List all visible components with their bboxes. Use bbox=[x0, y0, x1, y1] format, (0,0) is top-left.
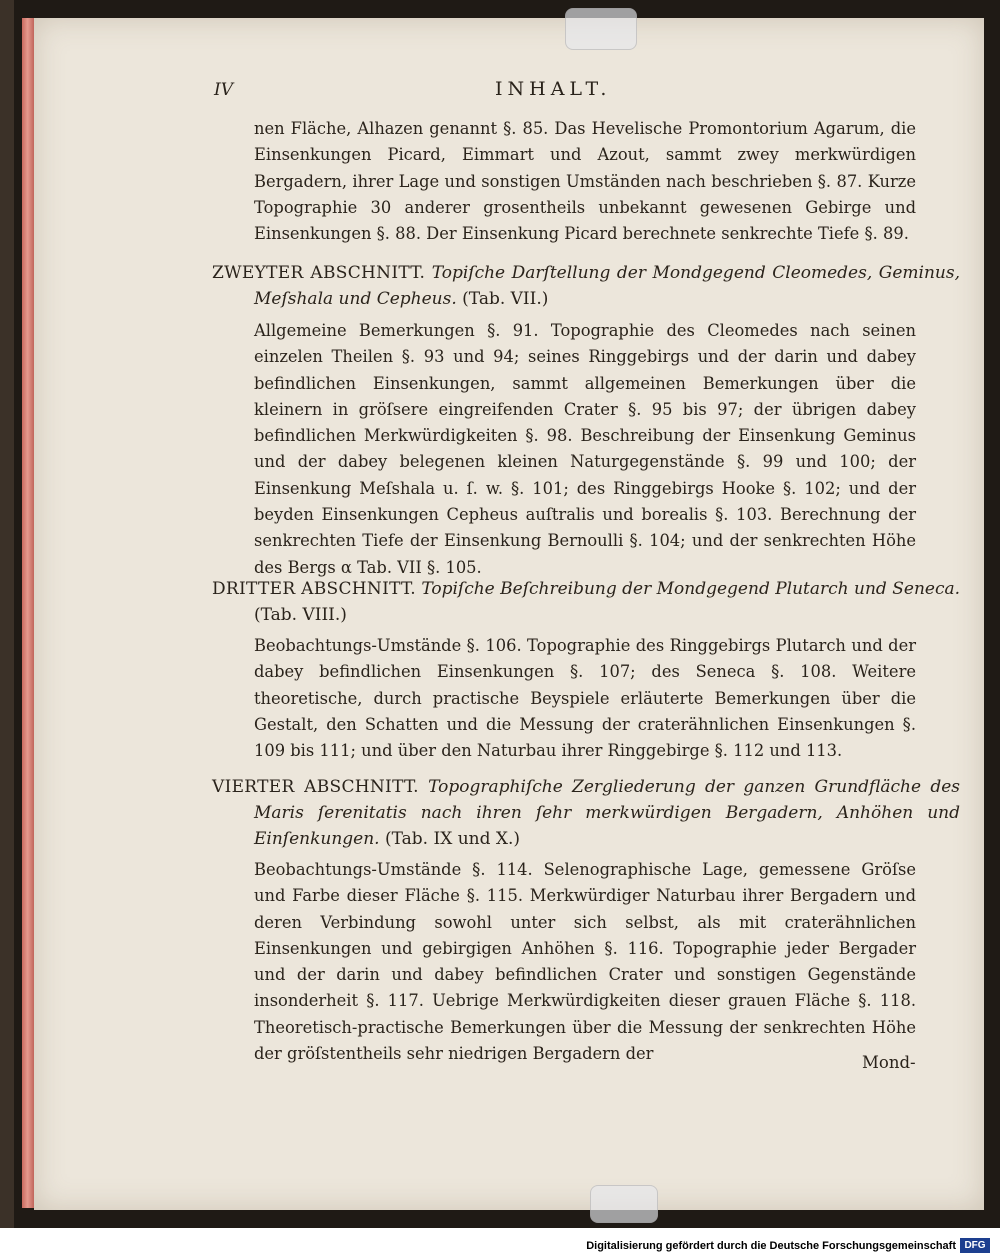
paragraph-1: nen Fläche, Alhazen genannt §. 85. Das Hevelische Promontorium Agarum, die Einsenkungen Picard, Eimmart und Azout, sammt zwey merkwürdigen Bergadern, ihrer Lage und sonstigen Umständen nach beschrieben §. 87. Kurze Topographie 30 anderer grosentheils unbekannt gewesenen Gebirge und Einsenkungen §. 88. Der Einsenkung Picard berechnete senkrechte Tiefe §. 89. bbox=[254, 119, 916, 244]
section-3-title: Topiſche Beſchreibung der Mondgegend Plutarch und Seneca. bbox=[421, 579, 961, 599]
section-2-label: ZWEYTER ABSCHNITT. bbox=[212, 263, 426, 283]
section-3-heading bbox=[212, 576, 960, 628]
section-4-heading bbox=[212, 774, 960, 852]
catchword: Mond- bbox=[862, 1053, 916, 1072]
paragraph-3: Beobachtungs-Umstände §. 106. Topographie des Ringgebirgs Plutarch und der dabey befindlichen Einsenkungen §. 107; des Seneca §. 108. Weitere theoretische, durch practische Beyspiele erläuterte Bemerkungen über die Gestalt, den Schatten und die Messung der craterähnlichen Einsenkungen §. 109 bis 111; und über den Naturbau ihrer Ringgebirge §. 112 und 113. bbox=[254, 636, 916, 761]
book-spine bbox=[0, 0, 14, 1257]
footer-credit: Digitalisierung gefördert durch die Deutsche Forschungsgemeinschaft bbox=[586, 1240, 956, 1252]
section-4-plate: (Tab. IX und X.) bbox=[385, 829, 521, 849]
dfg-logo: DFG bbox=[960, 1238, 990, 1253]
section-4-label: VIERTER ABSCHNITT. bbox=[212, 777, 419, 797]
running-title: INHALT. bbox=[495, 78, 612, 100]
section-2-heading bbox=[212, 260, 960, 312]
plastic-clip-top bbox=[565, 8, 637, 50]
paragraph-2: Allgemeine Bemerkungen §. 91. Topographie des Cleomedes nach seinen einzelen Theilen §. 93 und 94; seines Ringgebirgs und der darin und dabey befindlichen Einsenkungen, sammt allgemeinen Bemerkungen über die kleinern in gröſsere eingreifenden Crater §. 95 bis 97; der übrigen dabey befindlichen Merkwürdigkeiten §. 98. Beschreibung der Einsenkung Geminus und der dabey belegenen kleinen Naturgegenstände §. 99 und 100; der Einsenkung Meſshala u. ſ. w. §. 101; des Ringgebirgs Hooke §. 102; und der beyden Einsenkungen Cepheus auſtralis und borealis §. 103. Berechnung der senkrechten Tiefe der Einsenkung Bernoulli §. 104; und der senkrechten Höhe des Bergs α Tab. VII §. 105. bbox=[254, 321, 916, 577]
section-2-title: Topiſche Darſtellung der Mondgegend Cleomedes, Geminus, Meſshala und Cepheus. bbox=[254, 263, 961, 309]
paragraph-4: Beobachtungs-Umstände §. 114. Selenographische Lage, gemessene Gröſse und Farbe dieser Fläche §. 115. Merkwürdiger Naturbau ihrer Bergadern und deren Verbindung sowohl unter sich selbst, als mit craterähnlichen Einsenkungen und gebirgigen Anhöhen §. 116. Topographie jeder Bergader und der darin und dabey befindlichen Crater und sonstigen Gegenstände insonderheit §. 117. Uebrige Merkwürdigkeiten dieser grauen Fläche §. 118. Theoretisch-practische Bemerkungen über die Messung der senkrechten Höhe der gröſstentheils sehr niedrigen Bergadern der bbox=[254, 860, 916, 1064]
plastic-clip-bottom bbox=[590, 1185, 658, 1223]
section-2-plate: (Tab. VII.) bbox=[462, 289, 549, 309]
section-3-plate: (Tab. VIII.) bbox=[254, 605, 347, 625]
section-3-label: DRITTER ABSCHNITT. bbox=[212, 579, 416, 599]
section-4-title: Topographiſche Zergliederung der ganzen Grundfläche des Maris ſerenitatis nach ihren ſehr merkwürdigen Bergadern, Anhöhen und Einſenkungen. bbox=[254, 777, 960, 849]
page-number: IV bbox=[214, 80, 233, 100]
